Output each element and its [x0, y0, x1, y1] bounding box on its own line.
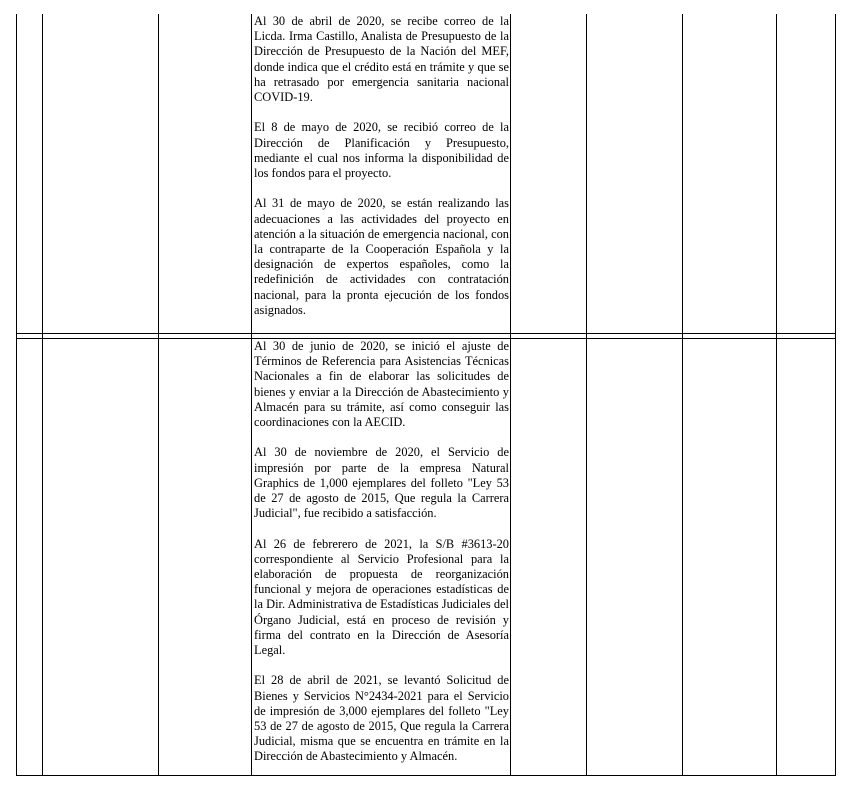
- paragraph: Al 30 de noviembre de 2020, el Servicio de impresión por parte de la empresa Natural Graphics de 1,000 ejemplares del folleto "Ley 53 de 27 de agosto de 2015, Que regula la Carrera Judicial", fue recibido a satisfacción.: [254, 445, 509, 521]
- paragraph: Al 30 de junio de 2020, se inició el ajuste de Términos de Referencia para Asistencias Técnicas Nacionales a fin de elaborar las solicitudes de bienes y enviar a la Dirección de Abastecimiento y Almacén para su trámite, así como conseguir las coordinaciones con la AECID.: [254, 339, 509, 430]
- column-border: [16, 14, 17, 776]
- table-row-2-text-cell: [254, 339, 509, 765]
- paragraph: Al 26 de febrerero de 2021, la S/B #3613-20 correspondiente al Servicio Profesional para la elaboración de propuesta de reorganización funcional y mejora de operaciones estadísticas de la Dir. Administrativa de Estadísticas Judiciales del Órgano Judicial, está en proceso de revisión y firma del contrato en la Dirección de Asesoría Legal.: [254, 536, 509, 658]
- paragraph: El 28 de abril de 2021, se levantó Solicitud de Bienes y Servicios N°2434-2021 para el Servicio de impresión de 3,000 ejemplares del folleto "Ley 53 de 27 de agosto de 2015, Que regula la Carrera Judicial, misma que se encuentra en trámite en la Dirección de Abastecimiento y Almacén.: [254, 673, 509, 764]
- column-border: [586, 14, 587, 776]
- column-border: [835, 14, 836, 776]
- row-border: [16, 333, 835, 334]
- column-border: [776, 14, 777, 776]
- column-border: [682, 14, 683, 776]
- column-border: [251, 14, 252, 776]
- column-border: [510, 14, 511, 776]
- table-row-1-text-cell: [254, 14, 509, 318]
- column-border: [158, 14, 159, 776]
- column-border: [42, 14, 43, 776]
- paragraph: Al 30 de abril de 2020, se recibe correo de la Licda. Irma Castillo, Analista de Presupuesto de la Dirección de Presupuesto de la Nación del MEF, donde indica que el crédito está en trámite y que se ha retrasado por emergencia sanitaria nacional COVID-19.: [254, 14, 509, 105]
- row-border: [16, 775, 835, 776]
- paragraph: Al 31 de mayo de 2020, se están realizando las adecuaciones a las actividades del proyecto en atención a la situación de emergencia nacional, con la contraparte de la Cooperación Española y la designación de expertos españoles, como la redefinición de actividades con contratación nacional, para la pronta ejecución de los fondos asignados.: [254, 196, 509, 317]
- paragraph: El 8 de mayo de 2020, se recibió correo de la Dirección de Planificación y Presupuesto, mediante el cual nos informa la disponibilidad de los fondos para el proyecto.: [254, 120, 509, 181]
